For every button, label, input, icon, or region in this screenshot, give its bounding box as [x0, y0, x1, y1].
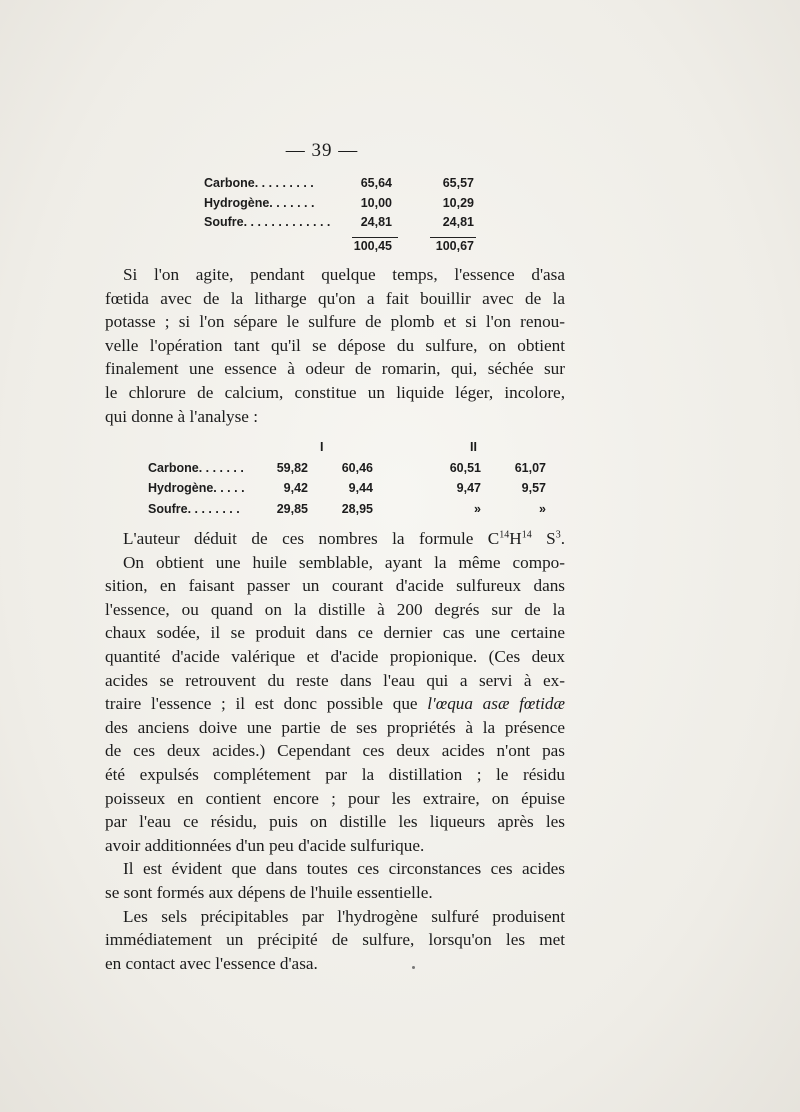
text-fragment: traire l'essence ; il est donc possible que	[105, 694, 428, 714]
table-row	[204, 174, 504, 194]
analysis-table-2	[148, 437, 546, 519]
formula-subscript: 14	[499, 529, 510, 541]
value-cell: »	[539, 501, 546, 516]
text-line: poisseux en contient encore ; pour les extraire, on épuise	[105, 788, 565, 808]
row-label: Hydrogène. . . . .	[148, 481, 245, 495]
text-line: Il est évident que dans toutes ces circonstances ces acides	[123, 859, 565, 879]
text-line: finalement une essence à odeur de romarin, qui, séchée sur	[105, 359, 565, 379]
text-line: Si l'on agite, pendant quelque temps, l'essence d'asa	[123, 265, 565, 284]
paragraph-1	[105, 263, 565, 428]
text-line: l'essence, ou quand on la distille à 200 degrés sur de la	[105, 599, 565, 619]
row-label: Carbone. . . . . . .	[148, 460, 244, 475]
formula-line	[105, 527, 565, 551]
text-line: qui donne à l'analyse :	[105, 406, 258, 426]
text-line: acides se retrouvent du reste dans l'eau qui a servi à ex-	[105, 670, 565, 690]
value-cell: 10,29	[442, 195, 474, 210]
value-cell: 28,95	[341, 501, 373, 516]
table-header-row	[148, 437, 538, 458]
page-number: — 39 —	[285, 140, 359, 161]
value-cell: 59,82	[276, 460, 308, 475]
formula-subscript: 14	[521, 529, 532, 541]
paper-speck	[412, 966, 415, 969]
table-row	[148, 499, 546, 520]
value-cell: 60,51	[449, 460, 481, 475]
text-line: des anciens doive une partie de ses propriétés à la présence	[105, 717, 565, 737]
text-line: avoir additionnées d'un peu d'acide sulfurique.	[105, 835, 425, 855]
text-line: quantité d'acide valérique et d'acide propionique. (Ces deux	[105, 646, 565, 666]
total-cell: 100,45	[353, 238, 392, 253]
formula-s: S	[531, 529, 556, 548]
row-label: Soufre. . . . . . . .	[148, 501, 240, 516]
total-cell: 100,67	[435, 238, 474, 253]
value-cell: »	[474, 501, 481, 516]
formula-subscript: 3	[555, 529, 561, 541]
value-cell: 61,07	[514, 460, 546, 475]
value-cell: 9,42	[283, 481, 308, 495]
table-total-row	[204, 237, 504, 257]
table-row	[148, 458, 546, 479]
value-cell: 65,57	[442, 176, 474, 190]
value-cell: 60,46	[341, 460, 373, 475]
column-header: II	[470, 440, 477, 454]
column-header: I	[320, 440, 324, 454]
text-line: chaux sodée, il se produit dans ce dernier cas une certaine	[105, 623, 565, 643]
table-row	[148, 478, 546, 499]
text-line-italic	[105, 692, 565, 716]
row-label: Carbone. . . . . . . . .	[204, 176, 314, 190]
formula-h: H	[509, 529, 522, 548]
text-line: le chlorure de calcium, constitue un liquide léger, incolore,	[105, 382, 565, 402]
text-line: immédiatement un précipité de sulfure, lorsqu'on les met	[105, 930, 565, 950]
text-line: velle l'opération tant qu'il se dépose du sulfure, on obtient	[105, 335, 565, 355]
text-line: sition, en faisant passer un courant d'acide sulfureux dans	[105, 576, 565, 596]
row-label: Soufre. . . . . . . . . . . . .	[204, 215, 331, 229]
value-cell: 24,81	[360, 215, 392, 229]
text-line: de ces deux acides.) Cependant ces deux acides n'ont pas	[105, 741, 565, 761]
text-line: Les sels précipitables par l'hydrogène sulfuré produisent	[123, 906, 565, 926]
formula-end: .	[560, 529, 565, 548]
text-line: se sont formés aux dépens de l'huile essentielle.	[105, 882, 433, 902]
value-cell: 65,64	[360, 176, 392, 190]
text-line: été expulsés complétement par la distillation ; le résidu	[105, 764, 565, 784]
table-row	[204, 213, 504, 233]
text-line: potasse ; si l'on sépare le sulfure de plomb et si l'on renou-	[105, 312, 565, 332]
formula-text: L'auteur déduit de ces nombres la formule C	[123, 529, 500, 548]
value-cell: 24,81	[442, 215, 474, 229]
italic-phrase: l'œqua asæ fœtidæ	[427, 694, 565, 714]
value-cell: 9,57	[521, 481, 546, 495]
table-row	[204, 194, 504, 214]
text-line: en contact avec l'essence d'asa.	[105, 953, 318, 973]
value-cell: 9,44	[348, 481, 373, 495]
text-line: par l'eau ce résidu, puis on distille les liqueurs après les	[105, 812, 565, 832]
text-line: On obtient une huile semblable, ayant la même compo-	[123, 552, 565, 572]
value-cell: 29,85	[276, 501, 308, 516]
value-cell: 9,47	[456, 481, 481, 495]
text-line: fœtida avec de la litharge qu'on a fait bouillir avec de la	[105, 288, 565, 308]
analysis-table-1	[204, 174, 504, 256]
value-cell: 10,00	[360, 195, 392, 210]
paragraph-2	[105, 527, 565, 975]
row-label: Hydrogène. . . . . . .	[204, 195, 315, 210]
